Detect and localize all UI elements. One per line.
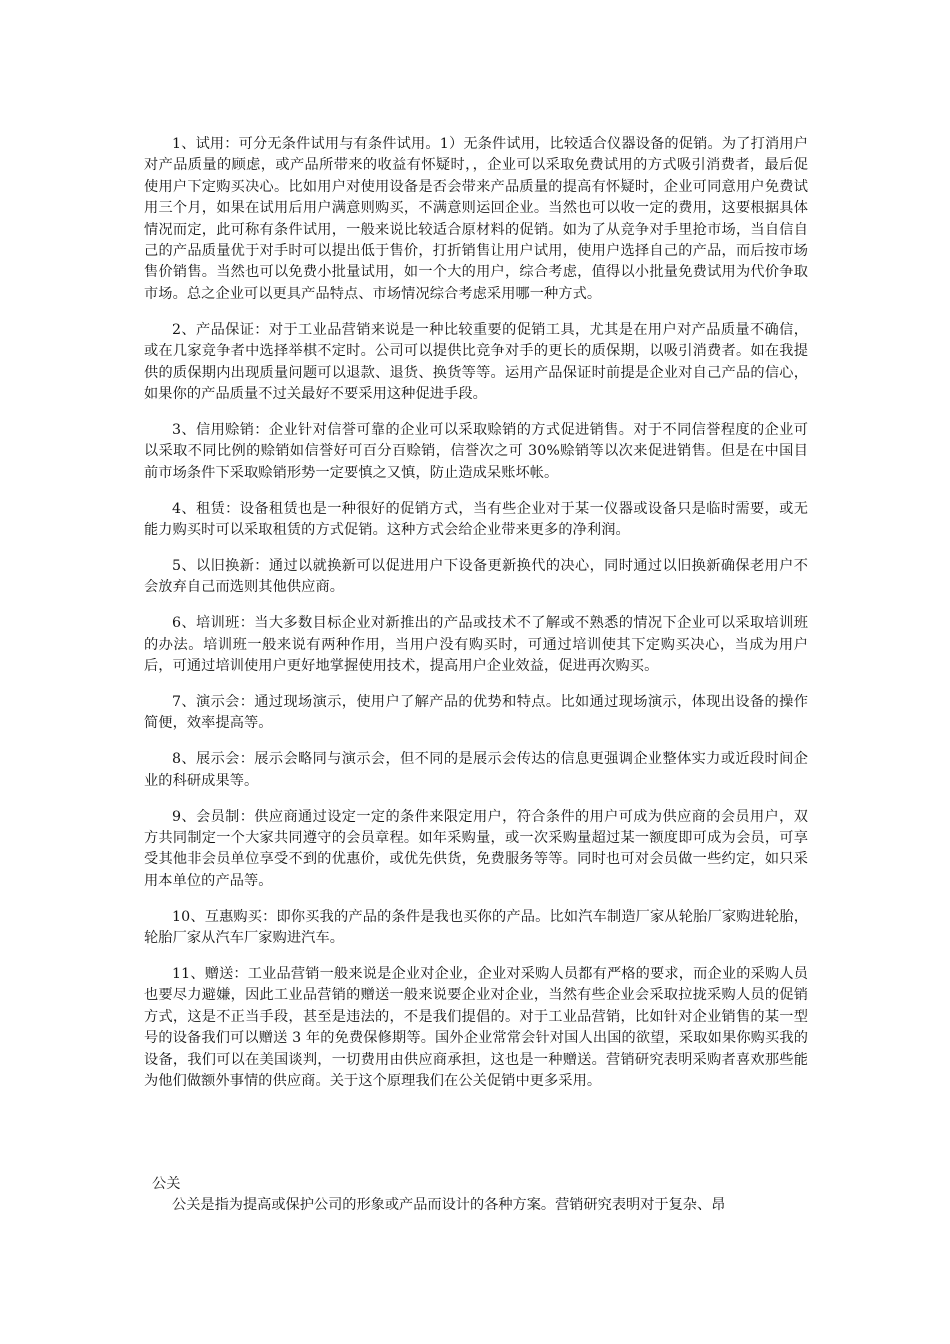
paragraph-exhibition: 8、展示会：展示会略同与演示会，但不同的是展示会传达的信息更强调企业整体实力或近段时间企业的科研成果等。	[144, 751, 808, 789]
paragraph-leasing: 4、租赁：设备租赁也是一种很好的促销方式，当有些企业对于某一仪器或设备只是临时需要，或无能力购买时可以采取租赁的方式促销。这种方式会给企业带来更多的净利润。	[144, 500, 808, 538]
paragraph-trial: 1、试用：可分无条件试用与有条件试用。1）无条件试用，比较适合仪器设备的促销。为了打消用户对产品质量的顾虑，或产品所带来的收益有怀疑时，，企业可以采取免费试用的方式吸引消费者，最后促使用户下定购买决心。比如用户对使用设备是否会带来产品质量的提高有怀疑时，企业可同意用户免费试用三个月，如果在试用后用户满意则购买，不满意则运回企业。当然也可以收一定的费用，这要根据具体情况而定，此可称有条件试用，一般来说比较适合原材料的促销。如为了从竞争对手里抢市场，当自信自己的产品质量优于对手时可以提出低于售价，打折销售让用户试用，使用户选择自己的产品，而后按市场售价销售。当然也可以免费小批量试用，如一个大的用户，综合考虑，值得以小批量免费试用为代价争取市场。总之企业可以更具产品特点、市场情况综合考虑采用哪一种方式。	[144, 136, 808, 302]
paragraph-trade-in: 5、以旧换新：通过以就换新可以促进用户下设备更新换代的决心，同时通过以旧换新确保老用户不会放弃自己而选则其他供应商。	[144, 557, 808, 596]
paragraph-membership: 9、会员制：供应商通过设定一定的条件来限定用户，符合条件的用户可成为供应商的会员用户，双方共同制定一个大家共同遵守的会员章程。如年采购量，或一次采购量超过某一额度即可成为会员，可享受其他非会员单位享受不到的优惠价，或优先供货，免费服务等等。同时也可对会员做一些约定，如只采用本单位的产品等。	[144, 808, 808, 889]
paragraph-credit-sales: 3、信用赊销：企业针对信誉可靠的企业可以采取赊销的方式促进销售。对于不同信誉程度的企业可以采取不同比例的赊销如信誉好可百分百赊销，信誉次之可 30%赊销等以次来促进销售。但是在中国目前市场条件下采取赊销形势一定要慎之又慎，防止造成呆账坏帐。	[144, 421, 808, 481]
paragraph-reciprocal-buying: 10、互惠购买：即你买我的产品的条件是我也买你的产品。比如汽车制造厂家从轮胎厂家购进轮胎，轮胎厂家从汽车厂家购进汽车。	[144, 908, 808, 947]
paragraph-demonstration: 7、演示会：通过现场演示，使用户了解产品的优势和特点。比如通过现场演示，体现出设备的操作简便，效率提高等。	[144, 693, 808, 732]
section-title: 公关	[152, 1176, 181, 1192]
public-relations-section	[144, 1174, 808, 1217]
section-body: 公关是指为提高或保护公司的形象或产品而设计的各种方案。营销研究表明对于复杂、昂	[172, 1197, 726, 1214]
promotion-list	[144, 134, 808, 1107]
paragraph-product-guarantee: 2、产品保证：对于工业品营销来说是一种比较重要的促销工具，尤其是在用户对产品质量不确信，或在几家竞争者中选择举棋不定时。公司可以提供比竞争对手的更长的质保期，以吸引消费者。如在我提供的质保期内出现质量问题可以退款、退货、换货等等。运用产品保证时前提是企业对自己产品的信心，如果你的产品质量不过关最好不要采用这种促进手段。	[144, 321, 808, 402]
paragraph-training: 6、培训班：当大多数目标企业对新推出的产品或技术不了解或不熟悉的情况下企业可以采取培训班的办法。培训班一般来说有两种作用，当用户没有购买时，可通过培训使其下定购买决心，当成为用户后，可通过培训使用户更好地掌握使用技术，提高用户企业效益，促进再次购买。	[144, 615, 808, 675]
paragraph-gifts: 11、赠送：工业品营销一般来说是企业对企业，企业对采购人员都有严格的要求，而企业的采购人员也要尽力避嫌，因此工业品营销的赠送一般来说要企业对企业，当然有些企业会采取拉拢采购人员的促销方式，这是不正当手段，甚至是违法的，不是我们提倡的。对于工业品营销，比如针对企业销售的某一型号的设备我们可以赠送 3 年的免费保修期等。国外企业常常会针对国人出国的欲望，采取如果你购买我的设备，我们可以在美国谈判，一切费用由供应商承担，这也是一种赠送。营销研究表明采购者喜欢那些能为他们做额外事情的供应商。关于这个原理我们在公关促销中更多采用。	[144, 966, 808, 1090]
